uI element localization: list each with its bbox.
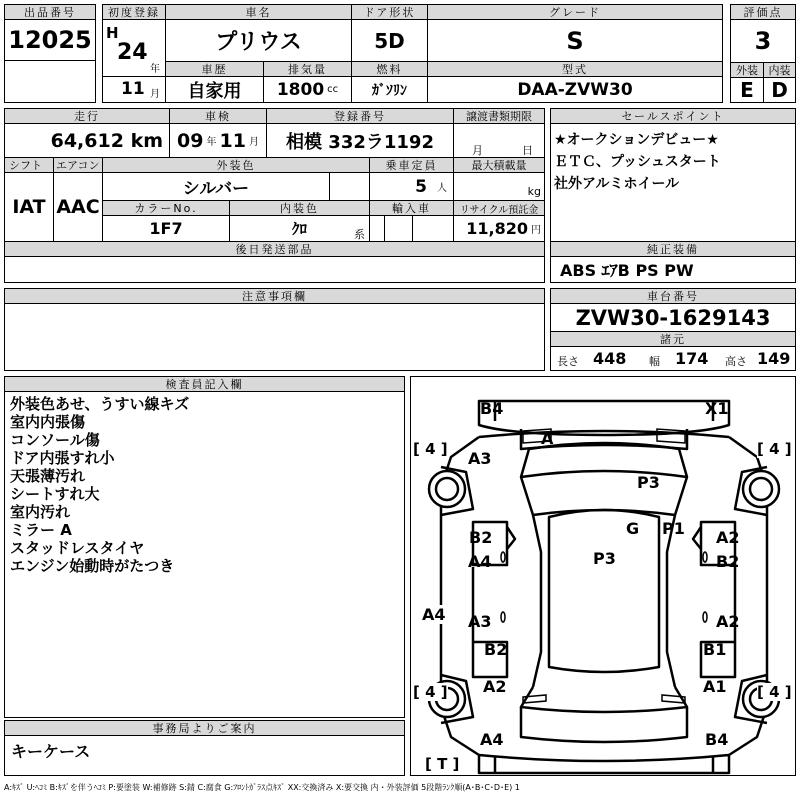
inspection-year: 09 [177, 129, 204, 152]
displacement-label: 排気量 [263, 61, 352, 77]
interior-color-unit: 系 [354, 228, 365, 241]
max-load-unit: kg [527, 185, 541, 198]
height-label: 高さ [725, 355, 747, 368]
capacity-label: 乗車定員 [369, 157, 454, 173]
lot-number: 12025 [4, 19, 96, 61]
recycle-value: 11,820 [466, 219, 528, 238]
import-label: 輸入車 [369, 200, 454, 216]
note-8: ミラー A [10, 521, 72, 539]
mark-a-hood: A [541, 429, 554, 448]
aircon: AAC [53, 172, 103, 242]
mark-a3-fender-left: A3 [468, 449, 492, 468]
note-4: ドア内張すれ小 [10, 449, 115, 467]
import-check [369, 215, 385, 242]
aircon-label: エアコン [53, 157, 103, 173]
first-registration-year [102, 19, 166, 77]
note-10: エンジン始動時がたつき [10, 557, 175, 575]
mark-a3-door-rear-left: A3 [468, 612, 492, 631]
mileage-unit: km [130, 129, 163, 152]
specs-box [550, 346, 796, 371]
deadline-month-unit: 月 [472, 144, 483, 157]
interior-label: 内装 [763, 62, 796, 78]
interior-color-value: ｸﾛ [291, 220, 307, 238]
interior-grade: D [763, 77, 796, 103]
inspection-month-unit: 月 [248, 137, 259, 148]
mark-x1: X1 [705, 399, 729, 418]
year-unit: 年 [150, 64, 160, 75]
import-blank-b [412, 215, 454, 242]
length-value: 448 [593, 349, 627, 368]
sales-line-3: 社外アルミホイール [554, 176, 680, 192]
mark-b2-door-front-left: B2 [469, 528, 493, 547]
width-value: 174 [675, 349, 709, 368]
mileage [4, 123, 170, 158]
recycle-fee [453, 215, 545, 242]
capacity-unit: 人 [437, 183, 447, 194]
note-9: スタッドレスタイヤ [10, 539, 145, 557]
mark-p1: P1 [662, 519, 685, 538]
displacement-value: 1800 [276, 79, 325, 100]
mark-p3-roof: P3 [593, 549, 616, 568]
inspector-label: 検査員記入欄 [4, 376, 405, 392]
registration-number: 相模 332ラ1192 [266, 123, 454, 158]
grade: S [427, 19, 723, 62]
inspection-date [169, 123, 267, 158]
mark-a4-bumper-left: A4 [480, 730, 504, 749]
mark-b4-front: B4 [480, 399, 504, 418]
mark-p3-fender-right: P3 [637, 473, 660, 492]
inspector-notes [4, 391, 405, 718]
note-1: 外装色あせ、うすい線キズ [10, 395, 190, 413]
mark-b2-door-front-right: B2 [716, 552, 740, 571]
exterior-color-label: 外装色 [102, 157, 370, 173]
mark-a2-door-front-right: A2 [716, 528, 740, 547]
mark-a2-rear-left: A2 [483, 677, 507, 696]
lot-number-label: 出品番号 [4, 4, 96, 20]
caution-box [4, 303, 545, 371]
registration-label: 登録番号 [266, 108, 454, 124]
grade-label: グレード [427, 4, 723, 20]
mark-tire-fr: [ 4 ] [757, 440, 792, 458]
sales-point-label: セールスポイント [550, 108, 796, 124]
sales-line-1: ★オークションデビュー★ [554, 132, 719, 148]
month-unit: 月 [150, 89, 160, 100]
mark-b4-bumper-right: B4 [705, 730, 729, 749]
interior-color [229, 215, 370, 242]
history-label: 車歴 [165, 61, 264, 77]
inspection-month: 11 [219, 129, 246, 152]
fuel: ｶﾞｿﾘﾝ [351, 76, 428, 103]
displacement [263, 76, 352, 103]
chassis-label: 車台番号 [550, 288, 796, 304]
mark-tire-fl: [ 4 ] [413, 440, 448, 458]
year: 24 [117, 40, 148, 65]
shift: IAT [4, 172, 54, 242]
mark-b1-quarter-right: B1 [703, 640, 727, 659]
exterior-color-extra [329, 172, 370, 201]
displacement-unit: cc [327, 84, 339, 95]
first-registration-month [102, 76, 166, 103]
width-label: 幅 [649, 355, 660, 368]
exterior-grade: E [730, 77, 764, 103]
mileage-label: 走行 [4, 108, 170, 124]
inspection-label: 車検 [169, 108, 267, 124]
sales-line-2: ＥＴＣ、プッシュスタート [554, 154, 721, 170]
note-6: シートすれ大 [10, 485, 100, 503]
specs-label: 諸元 [550, 331, 796, 347]
first-registration-label: 初度登録 [102, 4, 166, 20]
lot-blank [4, 60, 96, 103]
mileage-value: 64,612 [50, 129, 124, 152]
exterior-label: 外装 [730, 62, 764, 78]
capacity-value: 5 [415, 176, 427, 197]
sales-point-box [550, 123, 796, 242]
document-deadline-label: 譲渡書類期限 [453, 108, 545, 124]
door-type: 5D [351, 19, 428, 62]
equipment: ABS ｴｱB PS PW [550, 256, 796, 283]
document-deadline [453, 123, 545, 158]
car-diagram-svg [411, 377, 797, 777]
equipment-label: 純正装備 [550, 241, 796, 257]
car-name: プリウス [165, 19, 352, 62]
era: H [106, 24, 119, 42]
later-parts-label: 後日発送部品 [4, 241, 545, 257]
mark-tire-rl: [ 4 ] [413, 683, 448, 701]
exterior-color: シルバー [102, 172, 330, 201]
mark-g-glass: G [626, 519, 640, 538]
mark-tire-rr: [ 4 ] [757, 683, 792, 701]
mark-a2-door-rear-right: A2 [716, 612, 740, 631]
length-label: 長さ [557, 355, 579, 368]
max-load [453, 172, 545, 201]
mark-a4-rocker-left: A4 [422, 605, 446, 624]
note-3: コンソール傷 [10, 431, 100, 449]
car-name-label: 車名 [165, 4, 352, 20]
note-2: 室内内張傷 [10, 413, 86, 431]
car-diagram [410, 376, 796, 776]
interior-color-label: 内装色 [229, 200, 370, 216]
mark-t-trunk: [ T ] [425, 755, 460, 773]
max-load-label: 最大積載量 [453, 157, 545, 173]
color-number: 1F7 [102, 215, 230, 242]
chassis-number: ZVW30-1629143 [550, 303, 796, 332]
mark-b2-quarter-left: B2 [484, 640, 508, 659]
capacity [369, 172, 454, 201]
height-value: 149 [757, 349, 791, 368]
legend: A:ｷｽﾞ U:ﾍｺﾐ B:ｷｽﾞを伴うﾍｺﾐ P:要塗装 W:補修跡 S:錆 C:腐食 G:ﾌﾛﾝﾄｶﾞﾗｽ点ｷｽﾞ XX:交換済み X:要交換 内・外装評価 5段階ﾗﾝｸ順(A･B･C･D･E) 1 [4, 783, 520, 792]
mark-a4-door-front-left: A4 [468, 552, 492, 571]
recycle-unit: 円 [531, 225, 541, 236]
later-parts-box [4, 256, 545, 283]
office-box [4, 735, 405, 776]
shift-label: シフト [4, 157, 54, 173]
import-blank-a [384, 215, 413, 242]
score-label: 評価点 [730, 4, 796, 20]
office-label: 事務局よりご案内 [4, 720, 405, 736]
recycle-label: リサイクル預託金 [453, 200, 545, 216]
month: 11 [121, 79, 145, 99]
history: 自家用 [165, 76, 264, 103]
office-value: キーケース [11, 742, 91, 761]
color-number-label: カラーNo. [102, 200, 230, 216]
score: 3 [730, 19, 796, 63]
note-5: 天張薄汚れ [10, 467, 86, 485]
deadline-day-unit: 日 [522, 144, 533, 157]
door-label: ドア形状 [351, 4, 428, 20]
inspection-year-unit: 年 [206, 137, 217, 148]
model-label: 型式 [427, 61, 723, 77]
caution-label: 注意事項欄 [4, 288, 545, 304]
fuel-label: 燃料 [351, 61, 428, 77]
mark-a1-rear-right: A1 [703, 677, 727, 696]
note-7: 室内汚れ [10, 503, 71, 521]
model: DAA-ZVW30 [427, 76, 723, 103]
